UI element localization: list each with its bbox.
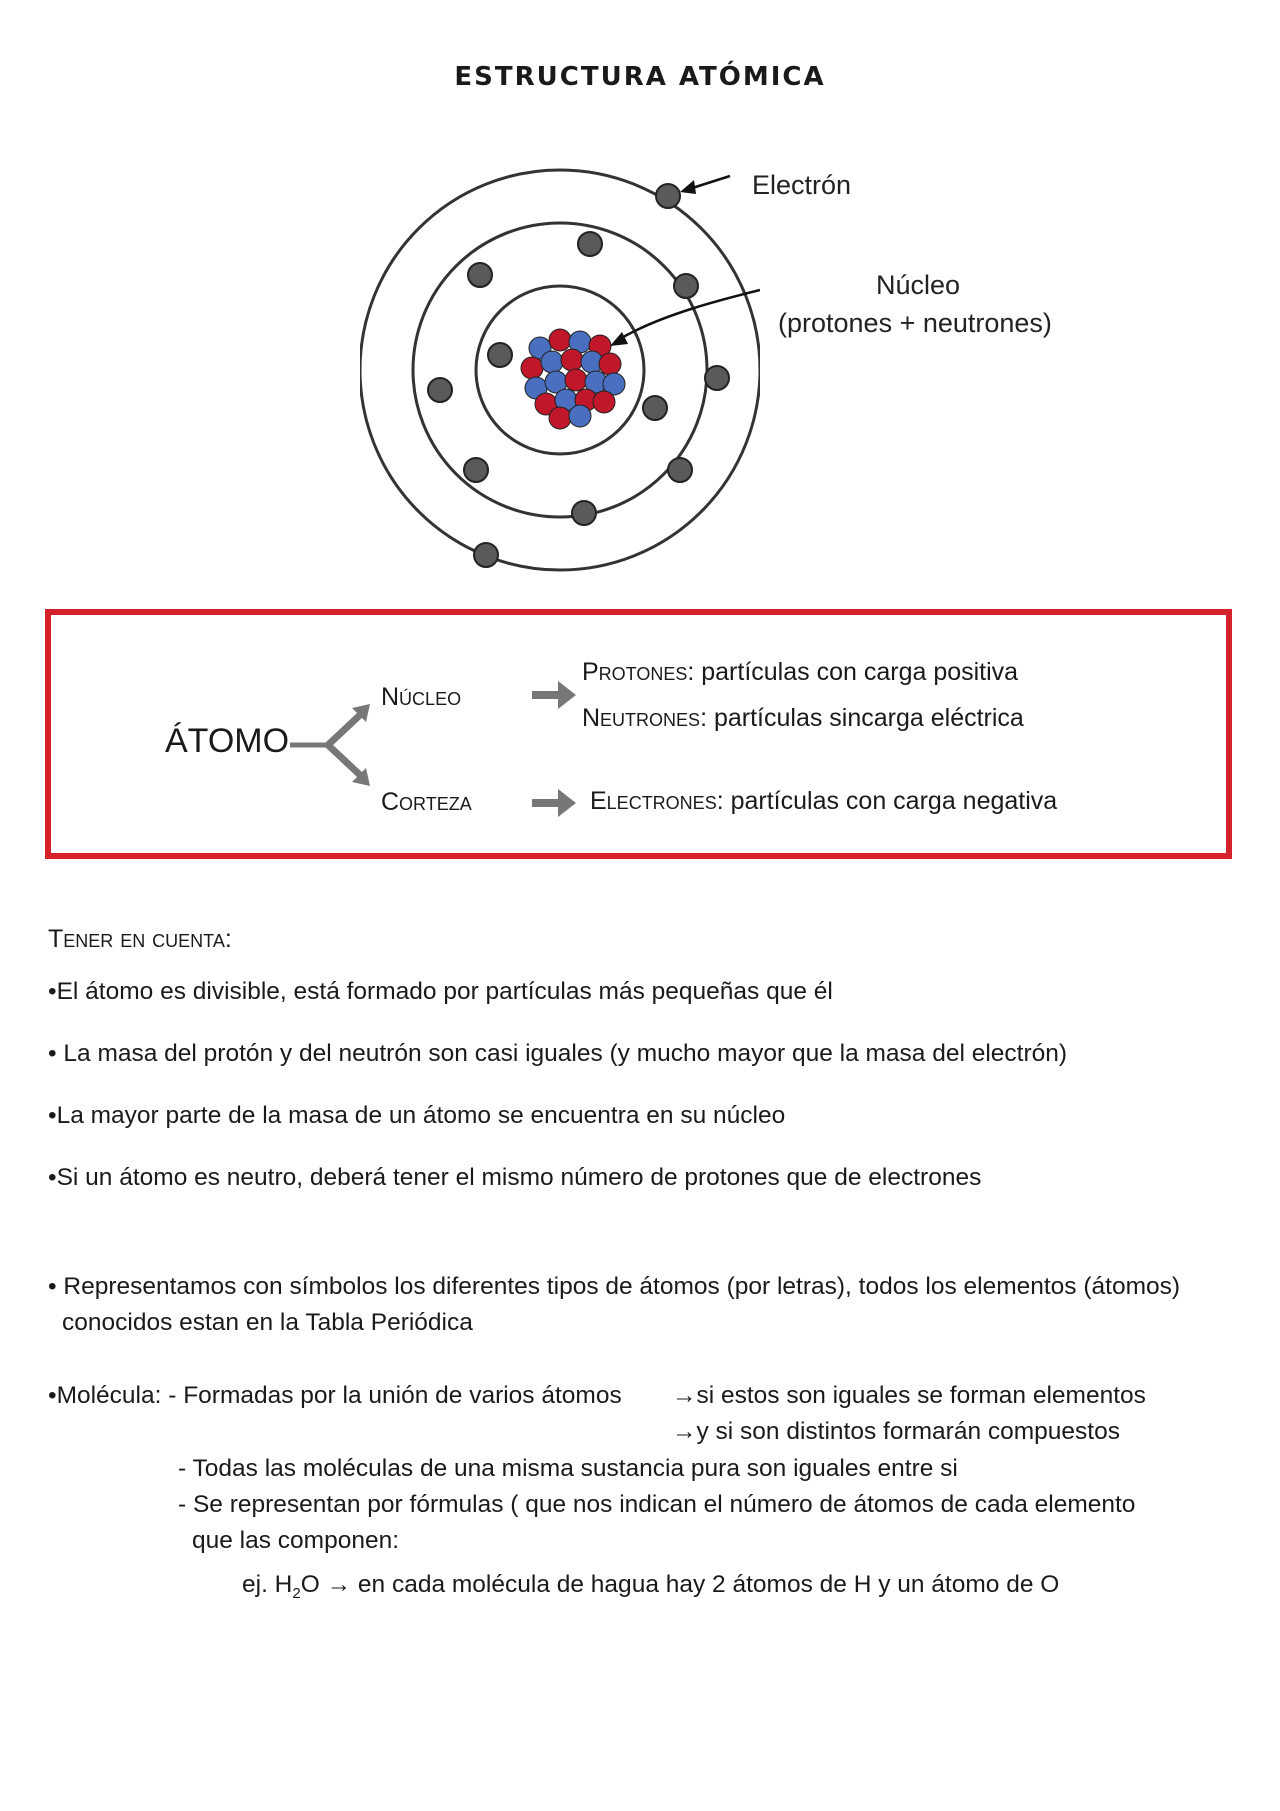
note-item: •La mayor parte de la masa de un átomo se encuentra en su núcleo — [48, 1102, 786, 1129]
electron-label: Electrón — [752, 170, 852, 200]
example-subscript: 2 — [292, 1584, 301, 1602]
protons-term: Protones — [582, 658, 688, 686]
molecule-line-4: que las componen: — [192, 1527, 400, 1554]
molecule-example — [242, 1571, 1059, 1602]
molecule-line-1: •Molécula: - Formadas por la unión de varios átomos — [48, 1382, 622, 1409]
pointer-arrows — [610, 176, 760, 346]
nucleus-label: Núcleo — [876, 270, 961, 300]
note-item: •Si un átomo es neutro, deberá tener el mismo número de protones que de electrones — [48, 1164, 982, 1191]
branch-arrow-icon — [290, 700, 380, 790]
molecule-arrow-1: →si estos son iguales se forman elementos — [672, 1382, 1146, 1409]
page-title: ESTRUCTURA ATÓMICA — [454, 62, 826, 92]
nucleus — [521, 329, 625, 429]
arrow-right-icon — [532, 788, 578, 818]
example-prefix: ej. H — [242, 1571, 293, 1598]
symbols-line-2: conocidos estan en la Tabla Periódica — [62, 1309, 473, 1336]
molecule-line-3: - Se representan por fórmulas ( que nos indican el número de átomos de cada elemento — [178, 1491, 1136, 1518]
neutrons-desc: : partículas sincarga eléctrica — [700, 704, 1024, 732]
electrons-desc: : partículas con carga negativa — [716, 787, 1058, 815]
nucleus-category: Núcleo — [381, 683, 462, 711]
example-rest: O → en cada molécula de hagua hay 2 átomos de H y un átomo de O — [300, 1571, 1060, 1598]
neutrons-term: Neutrones — [582, 704, 701, 732]
neutrons-row — [582, 704, 1024, 733]
note-item: • La masa del protón y del neutrón son casi iguales (y mucho mayor que la masa del electrón) — [48, 1040, 1068, 1067]
electrons-row — [590, 787, 1057, 816]
molecule-line-2: - Todas las moléculas de una misma sustancia pura son iguales entre si — [178, 1455, 958, 1482]
cortex-category: Corteza — [381, 788, 472, 816]
nucleus-sublabel: (protones + neutrones) — [778, 308, 1052, 338]
atom-diagram — [360, 150, 760, 590]
notes-heading: Tener en cuenta: — [48, 925, 232, 953]
arrow-right-icon — [532, 680, 578, 710]
molecule-arrow-2: →y si son distintos formarán compuestos — [672, 1418, 1120, 1445]
protons-row — [582, 658, 1018, 687]
protons-desc: : partículas con carga positiva — [687, 658, 1019, 686]
note-item: •El átomo es divisible, está formado por partículas más pequeñas que él — [48, 978, 833, 1005]
symbols-line-1: • Representamos con símbolos los diferentes tipos de átomos (por letras), todos los elementos (átomos) — [48, 1273, 1181, 1300]
electrons-term: Electrones — [590, 787, 717, 815]
atom-term: ÁTOMO — [165, 722, 290, 760]
